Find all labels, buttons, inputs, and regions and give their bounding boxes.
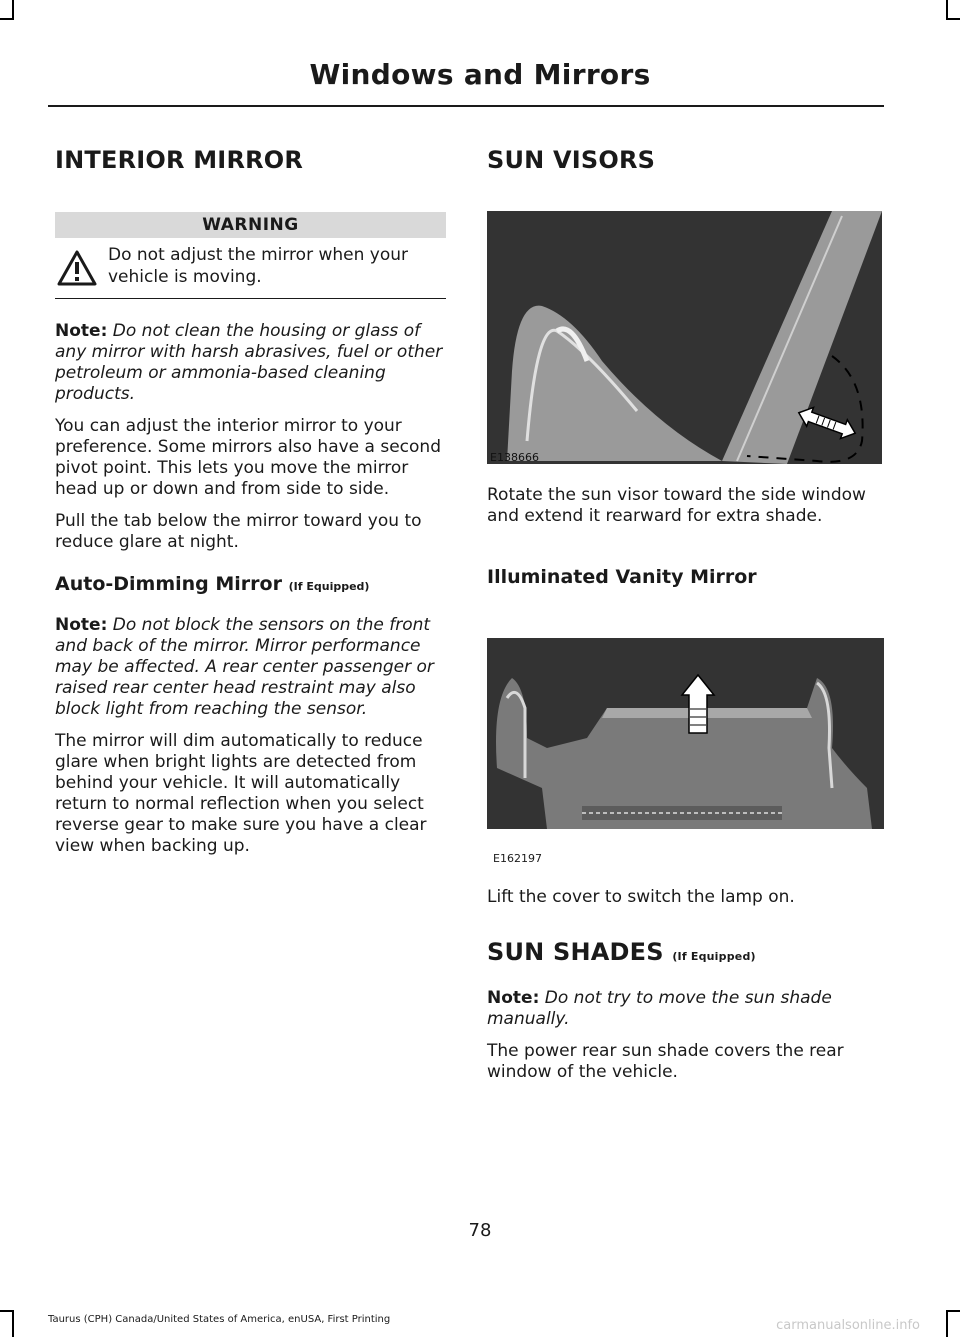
figure-label: E138666 xyxy=(490,451,539,464)
warning-text: Do not adjust the mirror when your vehicle is moving. xyxy=(108,245,408,287)
section-heading-interior-mirror: INTERIOR MIRROR xyxy=(55,146,304,174)
body-paragraph: You can adjust the interior mirror to your preference. Some mirrors also have a second pivot point. This lets you move the mirror head up or down and from side to side. xyxy=(55,416,441,499)
crop-mark xyxy=(12,0,14,18)
note-label: Note: xyxy=(487,988,540,1008)
left-column xyxy=(55,146,446,857)
body-paragraph: The mirror will dim automatically to reduce glare when bright lights are detected from behind your vehicle. It will automatically return to normal reflection when you select reverse gear to make sure you have a clear view when backing up. xyxy=(55,731,427,856)
note-text: Do not clean the housing or glass of any mirror with harsh abrasives, fuel or other petroleum or ammonia-based cleaning products. xyxy=(55,321,443,404)
watermark: carmanualsonline.info xyxy=(776,1318,920,1333)
warning-triangle-icon xyxy=(57,250,97,286)
note-label: Note: xyxy=(55,321,108,341)
figure-label: E162197 xyxy=(493,852,542,865)
note-label: Note: xyxy=(55,615,108,635)
crop-mark xyxy=(946,18,960,20)
crop-mark xyxy=(946,0,948,18)
vanity-mirror-drawing xyxy=(487,638,884,829)
note-paragraph xyxy=(487,988,884,1030)
header-divider xyxy=(48,105,884,107)
subheading-text: Auto-Dimming Mirror xyxy=(55,573,282,595)
crop-mark xyxy=(0,18,14,20)
body-paragraph: Rotate the sun visor toward the side window and extend it rearward for extra shade. xyxy=(487,485,866,526)
vanity-mirror-illustration xyxy=(487,638,884,829)
warning-box xyxy=(55,238,446,299)
if-equipped-tag: (If Equipped) xyxy=(672,950,756,963)
right-column xyxy=(487,146,884,174)
sun-visor-illustration xyxy=(487,211,882,464)
crop-mark xyxy=(946,1310,960,1312)
subheading-auto-dimming-mirror xyxy=(55,573,446,595)
section-heading-sun-visors: SUN VISORS xyxy=(487,146,656,174)
note-paragraph xyxy=(55,321,446,405)
crop-mark xyxy=(0,1310,14,1312)
crop-mark xyxy=(12,1310,14,1337)
body-paragraph: Lift the cover to switch the lamp on. xyxy=(487,887,795,907)
body-paragraph: Pull the tab below the mirror toward you to reduce glare at night. xyxy=(55,511,422,552)
crop-mark xyxy=(946,1310,948,1337)
body-paragraph: The power rear sun shade covers the rear window of the vehicle. xyxy=(487,1041,844,1082)
subheading-illuminated-vanity-mirror: Illuminated Vanity Mirror xyxy=(487,566,757,588)
footer-text: Taurus (CPH) Canada/United States of America, enUSA, First Printing xyxy=(48,1314,391,1325)
note-text: Do not try to move the sun shade manually. xyxy=(487,988,832,1029)
warning-label: WARNING xyxy=(55,212,446,238)
page-number: 78 xyxy=(468,1220,492,1241)
page-title: Windows and Mirrors xyxy=(309,58,651,91)
section-heading-sun-shades xyxy=(487,938,756,966)
note-text: Do not block the sensors on the front and back of the mirror. Mirror performance may be affected. A rear center passenger or raised rear center head restraint may also block light from reaching the sensor. xyxy=(55,615,434,719)
sun-visor-drawing xyxy=(487,211,882,464)
note-paragraph xyxy=(55,615,446,720)
heading-text: SUN SHADES xyxy=(487,938,664,966)
if-equipped-tag: (If Equipped) xyxy=(288,580,370,593)
